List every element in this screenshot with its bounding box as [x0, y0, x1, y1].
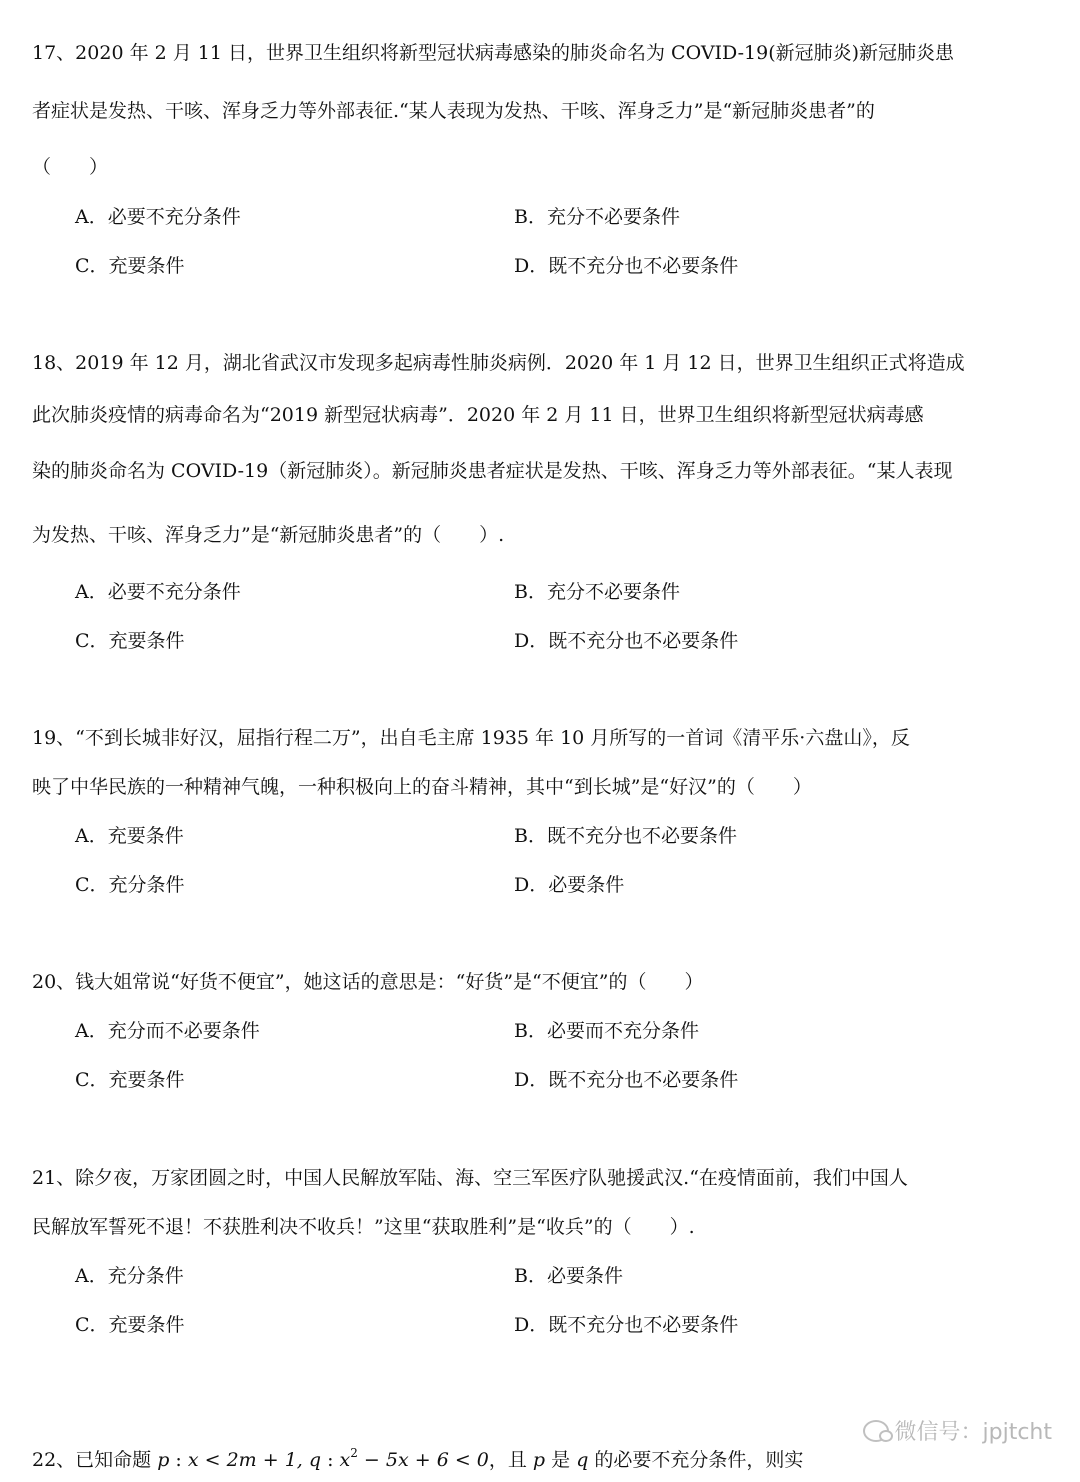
q22-mid-2: 是: [545, 1449, 577, 1471]
q22-colon-2: :: [321, 1449, 340, 1471]
q18-option-d: D．既不充分也不必要条件: [514, 630, 739, 652]
q17-option-a: A．必要不充分条件: [75, 206, 241, 228]
q17-option-d: D．既不充分也不必要条件: [514, 255, 739, 277]
q22-var-x2: x: [339, 1449, 351, 1471]
q22-var-x1: x: [187, 1449, 199, 1471]
q22-var-q2: q: [576, 1449, 589, 1471]
q20-option-d: D．既不充分也不必要条件: [514, 1069, 739, 1091]
q18-line-2: 此次肺炎疫情的病毒命名为“2019 新型冠状病毒”．2020 年 2 月 11 日，世界卫生组织将新型冠状病毒感: [32, 404, 924, 426]
q20-option-a: A．充分而不必要条件: [75, 1020, 260, 1042]
q22-exponent: 2: [350, 1446, 358, 1460]
q22-var-p: p: [157, 1449, 170, 1471]
watermark-text: 微信号：jpjtcht: [894, 1420, 1052, 1445]
q19-option-b: B．既不充分也不必要条件: [514, 825, 737, 847]
q21-option-c: C．充要条件: [75, 1314, 185, 1336]
q20-option-c: C．充要条件: [75, 1069, 185, 1091]
q18-option-b: B．充分不必要条件: [514, 581, 680, 603]
q20-line-1: 20、钱大姐常说“好货不便宜”，她这话的意思是：“好货”是“不便宜”的（ ）: [32, 971, 704, 993]
q22-mid: ，且: [488, 1449, 533, 1471]
q21-option-d: D．既不充分也不必要条件: [514, 1314, 739, 1336]
wechat-icon: [863, 1420, 889, 1442]
q18-option-c: C．充要条件: [75, 630, 185, 652]
q18-option-a: A．必要不充分条件: [75, 581, 241, 603]
q21-line-2: 民解放军誓死不退！不获胜利决不收兵！”这里“获取胜利”是“收兵”的（ ）.: [32, 1216, 695, 1238]
q19-line-2: 映了中华民族的一种精神气魄，一种积极向上的奋斗精神，其中“到长城”是“好汉”的（ ）: [32, 776, 812, 798]
q19-option-c: C．充分条件: [75, 874, 185, 896]
q17-line-3: （ ）: [32, 156, 109, 178]
q20-option-b: B．必要而不充分条件: [514, 1020, 699, 1042]
q18-line-1: 18、2019 年 12 月，湖北省武汉市发现多起病毒性肺炎病例．2020 年 1 月 12 日，世界卫生组织正式将造成: [32, 352, 965, 374]
q22-expr-2: − 5x + 6 < 0: [357, 1449, 489, 1471]
q19-option-d: D．必要条件: [514, 874, 625, 896]
q17-option-b: B．充分不必要条件: [514, 206, 680, 228]
q17-line-1: 17、2020 年 2 月 11 日，世界卫生组织将新型冠状病毒感染的肺炎命名为 COVID-19(新冠肺炎)新冠肺炎患: [32, 42, 955, 64]
q18-line-4: 为发热、干咳、浑身乏力”是“新冠肺炎患者”的（ ）.: [32, 524, 505, 546]
q22-prefix: 22、已知命题: [32, 1449, 158, 1471]
q19-option-a: A．充要条件: [75, 825, 184, 847]
q21-line-1: 21、除夕夜，万家团圆之时，中国人民解放军陆、海、空三军医疗队驰援武汉.“在疫情面前，我们中国人: [32, 1167, 908, 1189]
q22-var-q: q: [308, 1449, 322, 1471]
q22-line-1: [32, 1445, 1054, 1472]
q21-option-a: A．充分条件: [75, 1265, 184, 1287]
q17-option-c: C．充要条件: [75, 255, 185, 277]
q22-expr-1: < 2m + 1,: [198, 1449, 309, 1471]
q19-line-1: 19、“不到长城非好汉，屈指行程二万”，出自毛主席 1935 年 10 月所写的一首词《清平乐·六盘山》，反: [32, 727, 910, 749]
q22-colon-1: :: [169, 1449, 188, 1471]
q17-line-2: 者症状是发热、干咳、浑身乏力等外部表征.“某人表现为发热、干咳、浑身乏力”是“新冠肺炎患者”的: [32, 100, 875, 122]
q22-var-p2: p: [532, 1449, 546, 1471]
q18-line-3: 染的肺炎命名为 COVID-19（新冠肺炎）。新冠肺炎患者症状是发热、干咳、浑身乏力等外部表征。“某人表现: [32, 460, 953, 482]
q22-suffix: 的必要不充分条件，则实: [588, 1449, 804, 1471]
wechat-watermark: [863, 1415, 1052, 1446]
q21-option-b: B．必要条件: [514, 1265, 623, 1287]
q22-formula: [157, 1446, 489, 1471]
